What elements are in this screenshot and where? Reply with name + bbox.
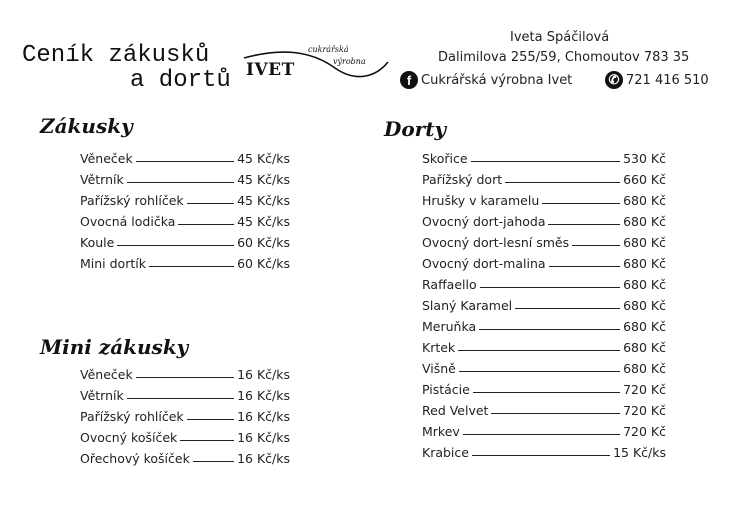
item-name: Věneček <box>80 367 133 382</box>
item-name: Red Velvet <box>422 403 489 418</box>
leader-line <box>491 413 620 414</box>
leader-line <box>149 266 234 267</box>
item-price: 680 Kč <box>623 214 666 229</box>
mini-zakusky-list <box>80 361 290 466</box>
leader-line <box>136 377 234 378</box>
item-price: 680 Kč <box>623 319 666 334</box>
item-price: 16 Kč/ks <box>237 409 290 424</box>
leader-line <box>187 203 234 204</box>
item-price: 680 Kč <box>623 298 666 313</box>
leader-line <box>180 440 234 441</box>
item-price: 680 Kč <box>623 235 666 250</box>
phone-link[interactable] <box>605 71 709 89</box>
item-price: 16 Kč/ks <box>237 367 290 382</box>
item-name: Ovocný dort-malina <box>422 256 546 271</box>
section-title-zakusky: Zákusky <box>40 114 133 138</box>
leader-line <box>463 434 620 435</box>
item-name: Větrník <box>80 388 124 403</box>
list-item <box>422 271 666 292</box>
item-price: 680 Kč <box>623 340 666 355</box>
list-item <box>422 439 666 460</box>
list-item <box>80 361 290 382</box>
list-item <box>422 166 666 187</box>
item-name: Mini dortík <box>80 256 146 271</box>
zakusky-list <box>80 145 290 271</box>
list-item <box>80 382 290 403</box>
leader-line <box>572 245 620 246</box>
leader-line <box>178 224 234 225</box>
item-price: 680 Kč <box>623 256 666 271</box>
list-item <box>422 229 666 250</box>
leader-line <box>459 371 620 372</box>
facebook-label: Cukrářská výrobna Ivet <box>421 72 573 88</box>
leader-line <box>193 461 234 462</box>
section-title-mini-zakusky: Mini zákusky <box>40 335 189 359</box>
list-item <box>422 250 666 271</box>
item-price: 45 Kč/ks <box>237 151 290 166</box>
list-item <box>422 187 666 208</box>
item-name: Pařížský dort <box>422 172 503 187</box>
logo-tagline-2: výrobna <box>333 57 366 66</box>
item-price: 720 Kč <box>623 424 666 439</box>
item-price: 16 Kč/ks <box>237 388 290 403</box>
item-name: Krtek <box>422 340 456 355</box>
leader-line <box>187 419 234 420</box>
item-name: Pařížský rohlíček <box>80 193 184 208</box>
leader-line <box>548 224 620 225</box>
item-price: 45 Kč/ks <box>237 193 290 208</box>
list-item <box>422 418 666 439</box>
list-item <box>80 250 290 271</box>
item-price: 45 Kč/ks <box>237 214 290 229</box>
item-name: Věneček <box>80 151 133 166</box>
list-item <box>422 313 666 334</box>
list-item <box>422 334 666 355</box>
contact-name: Iveta Spáčilová <box>510 30 610 45</box>
item-price: 60 Kč/ks <box>237 256 290 271</box>
page-title-line-2: a dortů <box>130 67 231 94</box>
facebook-icon: f <box>400 71 418 89</box>
list-item <box>422 145 666 166</box>
item-price: 15 Kč/ks <box>613 445 666 460</box>
item-price: 530 Kč <box>623 151 666 166</box>
list-item <box>422 355 666 376</box>
list-item <box>422 208 666 229</box>
item-name: Ovocný dort-lesní směs <box>422 235 570 250</box>
phone-icon: ✆ <box>605 71 623 89</box>
leader-line <box>136 161 234 162</box>
item-price: 680 Kč <box>623 193 666 208</box>
item-name: Slaný Karamel <box>422 298 513 313</box>
item-price: 45 Kč/ks <box>237 172 290 187</box>
leader-line <box>542 203 620 204</box>
item-name: Skořice <box>422 151 468 166</box>
list-item <box>80 229 290 250</box>
item-price: 60 Kč/ks <box>237 235 290 250</box>
facebook-link[interactable] <box>400 71 572 89</box>
leader-line <box>549 266 621 267</box>
item-name: Raffaello <box>422 277 477 292</box>
leader-line <box>505 182 620 183</box>
list-item <box>80 145 290 166</box>
list-item <box>80 424 290 445</box>
dorty-list <box>422 145 666 460</box>
list-item <box>80 166 290 187</box>
brand-logo <box>240 40 390 90</box>
item-name: Pistácie <box>422 382 470 397</box>
list-item <box>422 397 666 418</box>
item-name: Ovocný košíček <box>80 430 178 445</box>
item-name: Meruňka <box>422 319 477 334</box>
leader-line <box>479 329 620 330</box>
item-name: Mrkev <box>422 424 460 439</box>
item-price: 660 Kč <box>623 172 666 187</box>
list-item <box>80 208 290 229</box>
item-name: Ovocný dort-jahoda <box>422 214 546 229</box>
leader-line <box>472 455 610 456</box>
leader-line <box>127 182 234 183</box>
list-item <box>422 376 666 397</box>
list-item <box>80 187 290 208</box>
page-title-line-1: Ceník zákusků <box>22 42 210 69</box>
list-item <box>80 445 290 466</box>
item-price: 720 Kč <box>623 403 666 418</box>
item-name: Pařížský rohlíček <box>80 409 184 424</box>
item-name: Koule <box>80 235 115 250</box>
item-price: 16 Kč/ks <box>237 451 290 466</box>
leader-line <box>127 398 234 399</box>
logo-brand: IVET <box>246 60 295 80</box>
leader-line <box>515 308 620 309</box>
item-name: Hrušky v karamelu <box>422 193 540 208</box>
item-price: 720 Kč <box>623 382 666 397</box>
item-name: Krabice <box>422 445 469 460</box>
item-price: 16 Kč/ks <box>237 430 290 445</box>
leader-line <box>480 287 620 288</box>
leader-line <box>473 392 620 393</box>
list-item <box>80 403 290 424</box>
item-name: Ořechový košíček <box>80 451 190 466</box>
item-price: 680 Kč <box>623 361 666 376</box>
logo-tagline-1: cukrářská <box>308 45 349 54</box>
phone-label: 721 416 510 <box>626 72 709 88</box>
contact-address: Dalimilova 255/59, Chomoutov 783 35 <box>438 50 690 65</box>
item-price: 680 Kč <box>623 277 666 292</box>
item-name: Ovocná lodička <box>80 214 176 229</box>
item-name: Višně <box>422 361 456 376</box>
section-title-dorty: Dorty <box>384 117 447 141</box>
leader-line <box>117 245 234 246</box>
item-name: Větrník <box>80 172 124 187</box>
leader-line <box>458 350 620 351</box>
leader-line <box>471 161 621 162</box>
list-item <box>422 292 666 313</box>
